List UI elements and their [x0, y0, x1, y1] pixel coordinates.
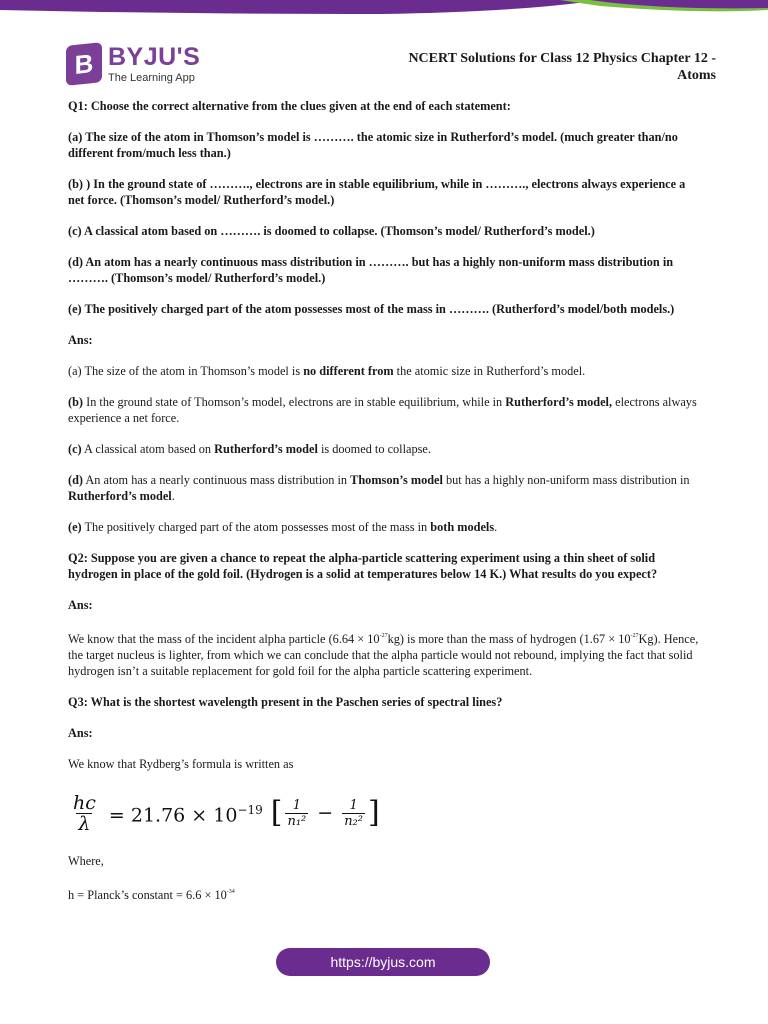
q1-answer-b: (b) In the ground state of Thomson’s model, electrons are in stable equilibrium, while in Rutherford’s model, electrons always experience a net force. [68, 395, 697, 425]
q1-part-a: (a) The size of the atom in Thomson’s model is ………. the atomic size in Rutherford’s model. (much greater than/no different from/much less than.) [68, 130, 678, 160]
footer-url-link[interactable]: https://byjus.com [276, 948, 490, 976]
top-decorative-band [0, 0, 768, 18]
header-title-line2: Atoms [677, 68, 716, 83]
logo-badge-icon: B [66, 42, 102, 86]
q3-where: Where, [68, 854, 104, 868]
formula-lhs: $\frac{hc}{\lambda}$ [73, 791, 96, 835]
header-title-line1: NCERT Solutions for Class 12 Physics Chapter 12 - [408, 51, 716, 66]
q1-part-b: (b) ) In the ground state of ………., electrons are in stable equilibrium, while in ………., electrons always experience a net force. (Thomson’s model/ Rutherford’s model.) [68, 177, 686, 207]
q1-ans-label: Ans: [68, 333, 93, 347]
logo-tagline: The Learning App [108, 71, 195, 84]
q3-planck-constant: h = Planck’s constant = $6.6 \times 10^{-34}$ [68, 888, 235, 902]
byjus-logo[interactable] [66, 44, 200, 84]
q3-ans-label: Ans: [68, 726, 93, 740]
q1-answer-d: (d) An atom has a nearly continuous mass distribution in Thomson’s model but has a highly non-uniform mass distribution in Rutherford’s model. [68, 473, 690, 503]
q1-question: Q1: Choose the correct alternative from the clues given at the end of each statement: [68, 99, 511, 113]
q1-part-e: (e) The positively charged part of the atom possesses most of the mass in ………. (Rutherford’s model/both models.) [68, 302, 675, 316]
q2-ans-label: Ans: [68, 598, 93, 612]
q1-part-d: (d) An atom has a nearly continuous mass distribution in ………. but has a highly non-uniform mass distribution in ………. (Thomson’s model/ Rutherford’s model.) [68, 255, 674, 285]
q2-question: Q2: Suppose you are given a chance to repeat the alpha-particle scattering experiment using a thin sheet of solid hydrogen in place of the gold foil. (Hydrogen is a solid at temperatures below 14 K.) What results do you expect? [68, 551, 658, 581]
formula-term-2: $\frac{1}{\text{n₂²}}$ [344, 797, 363, 829]
q1-answer-c: (c) A classical atom based on Rutherford’s model is doomed to collapse. [68, 442, 431, 456]
rydberg-formula: $\frac{hc}{\lambda}$ = $21.76 \times 10^{-19}$ [ $\frac{1}{\text{n₁²}}$ − $\frac{1}{\text{n₂²}}$ ] [73, 791, 380, 835]
q1-answer-e: (e) The positively charged part of the atom possesses most of the mass in both models. [68, 520, 498, 534]
formula-term-1: $\frac{1}{\text{n₁²}}$ [287, 797, 307, 829]
document-body [68, 98, 700, 918]
q2-answer: We know that the mass of the incident alpha particle $(6.64 \times 10^{-27}kg)$ is more than the mass of hydrogen $(1.67 \times 10^{-27}Kg)$. Hence, the target nucleus is lighter, from which we can conclude that the alpha particle would not rebound, implying the fact that solid hydrogen isn’t a suitable replacement for gold foil for the alpha particle scattering experiment. [68, 632, 699, 678]
q1-answer-a: (a) The size of the atom in Thomson’s model is no different from the atomic size in Rutherford’s model. [68, 364, 586, 378]
q3-question: Q3: What is the shortest wavelength present in the Paschen series of spectral lines? [68, 695, 503, 709]
header-title [356, 50, 716, 84]
q1-part-c: (c) A classical atom based on ………. is doomed to collapse. (Thomson’s model/ Rutherford’s model.) [68, 224, 595, 238]
logo-name: BYJU'S [108, 42, 201, 71]
q3-intro: We know that Rydberg’s formula is written as [68, 757, 294, 771]
